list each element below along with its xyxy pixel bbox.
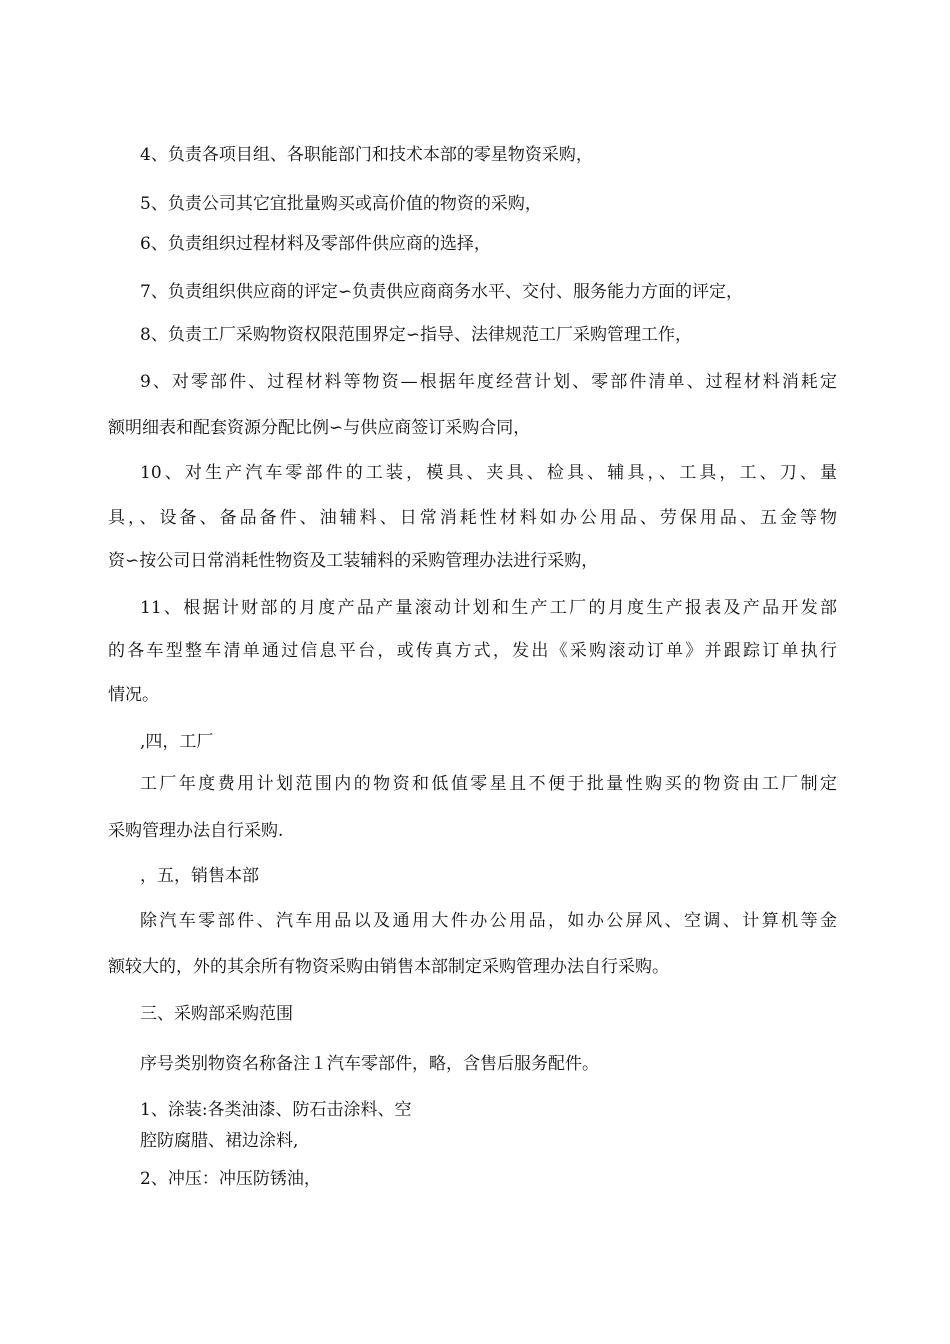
section-heading-3: 三、采购部采购范围	[140, 1004, 293, 1024]
scope-item-1-line-1: 1、涂装:各类油漆、防石击涂料、空	[140, 1100, 412, 1120]
section-heading-4: ,四，工厂	[140, 732, 214, 752]
paragraph-10-line-3: 资∽按公司日常消耗性物资及工装辅料的采购管理办法进行采购，	[108, 551, 599, 571]
paragraph-11-line-3: 情况。	[108, 685, 159, 705]
paragraph-factory-line-1: 工厂年度费用计划范围内的物资和低值零星且不便于批量性购买的物资由工厂制定	[140, 774, 837, 794]
paragraph-11-line-1: 11、根据计财部的月度产品产量滚动计划和生产工厂的月度生产报表及产品开发部	[140, 598, 837, 618]
list-item-8: 8、负责工厂采购物资权限范围界定∽指导、法律规范工厂采购管理工作，	[140, 325, 693, 345]
table-header-line: 序号类别物资名称备注１汽车零部件，略，含售后服务配件。	[140, 1054, 599, 1074]
paragraph-10-line-2: 具，、设备、备品备件、油辅料、日常消耗性材料如办公用品、劳保用品、五金等物	[108, 508, 837, 528]
scope-item-2: 2、冲压：冲压防锈油，	[140, 1169, 321, 1189]
paragraph-sales-line-2: 额较大的，外的其余所有物资采购由销售本部制定采购管理办法自行采购。	[108, 957, 669, 977]
section-heading-5: ，五，销售本部	[140, 866, 259, 886]
list-item-4: 4、负责各项目组、各职能部门和技术本部的零星物资采购，	[140, 145, 593, 165]
scope-item-1-line-2: 腔防腐腊、裙边涂料,	[140, 1131, 299, 1151]
paragraph-factory-line-2: 采购管理办法自行采购.	[108, 821, 284, 841]
paragraph-9-line-1: 9、对零部件、过程材料等物资—根据年度经营计划、零部件清单、过程材料消耗定	[140, 372, 837, 392]
paragraph-9-line-2: 额明细表和配套资源分配比例∽与供应商签订采购合同，	[108, 418, 531, 438]
list-item-7: 7、负责组织供应商的评定∽负责供应商商务水平、交付、服务能力方面的评定，	[140, 282, 744, 302]
paragraph-10-line-1: 10、对生产汽车零部件的工装，模具、夹具、检具、辅具，、工具，工、刀、量	[140, 463, 837, 483]
paragraph-sales-line-1: 除汽车零部件、汽车用品以及通用大件办公用品，如办公屏风、空调、计算机等金	[140, 911, 837, 931]
paragraph-11-line-2: 的各车型整车清单通过信息平台，或传真方式，发出《采购滚动订单》并跟踪订单执行	[108, 641, 837, 661]
list-item-5: 5、负责公司其它宜批量购买或高价值的物资的采购，	[140, 194, 542, 214]
list-item-6: 6、负责组织过程材料及零部件供应商的选择，	[140, 234, 491, 254]
